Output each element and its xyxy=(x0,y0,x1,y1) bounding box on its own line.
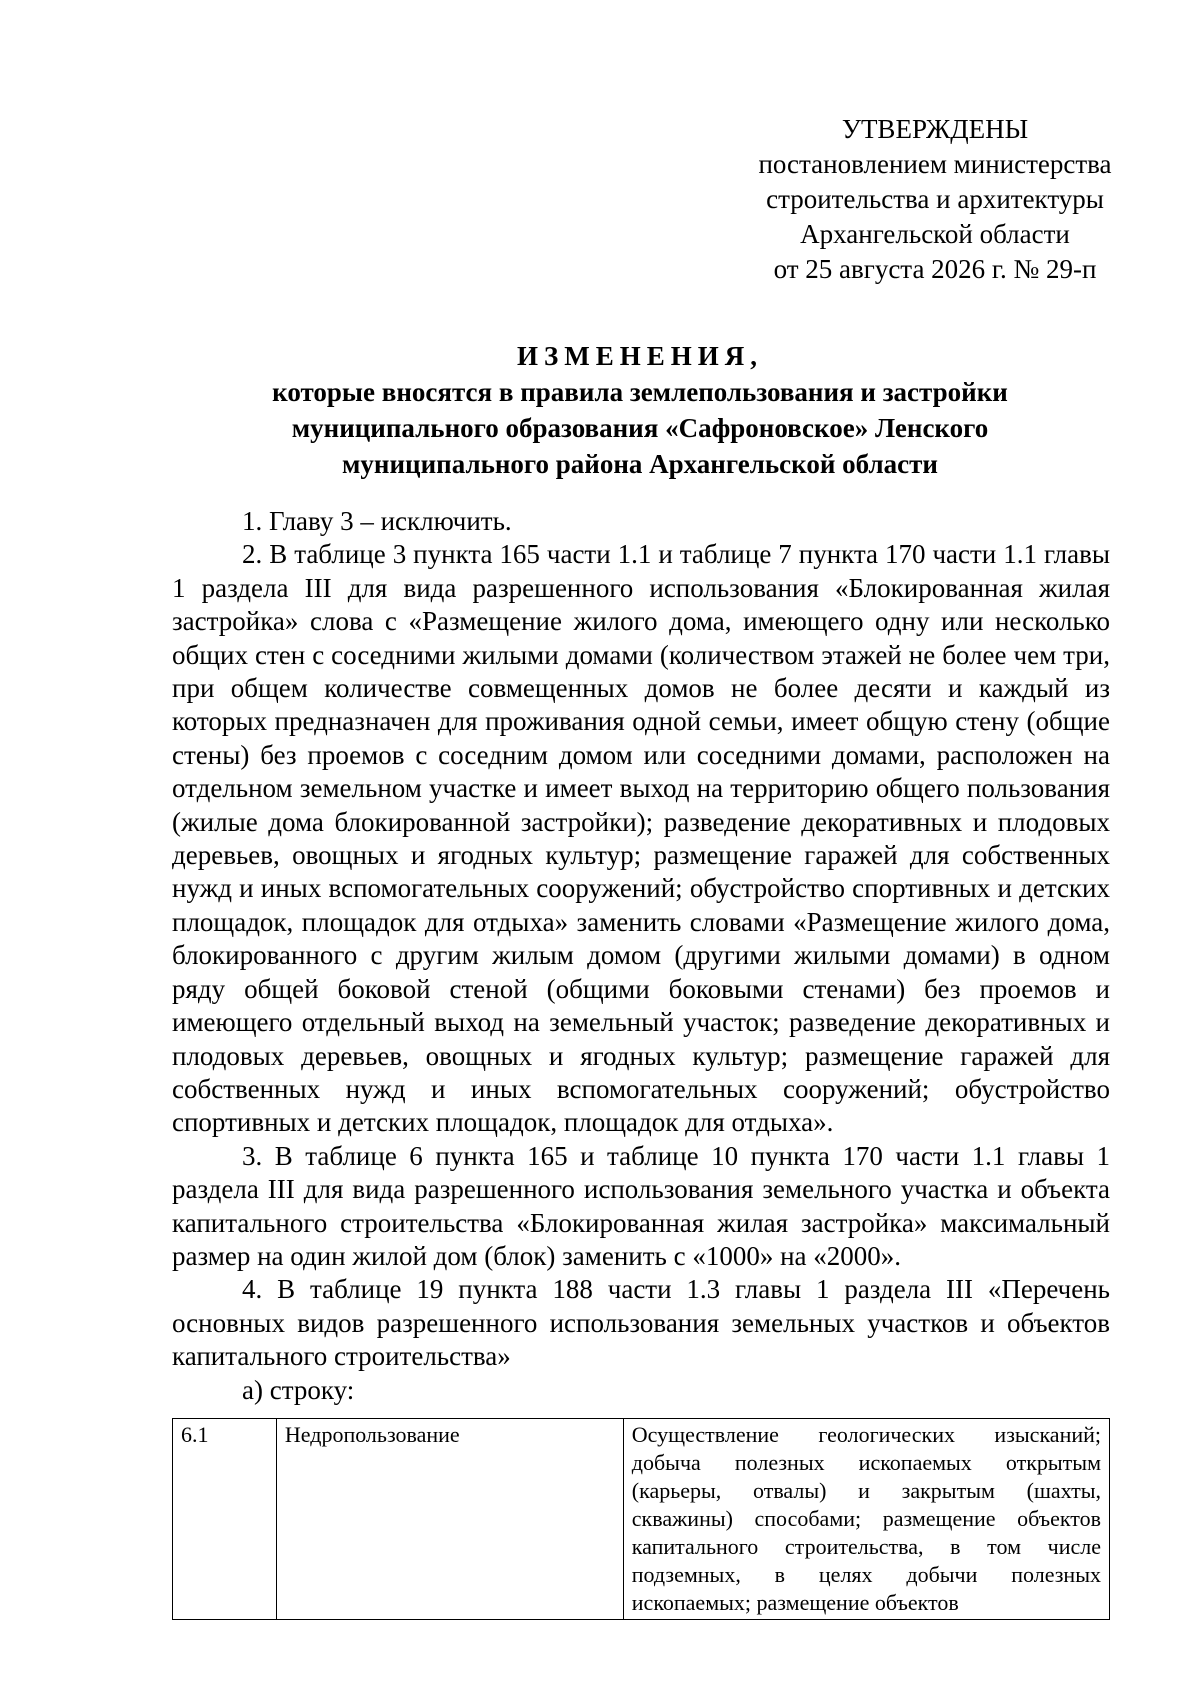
paragraph-2: 2. В таблице 3 пункта 165 части 1.1 и таблице 7 пункта 170 части 1.1 главы 1 раздела III для вида разрешенного использования «Блокированная жилая застройка» слова с «Размещение жилого дома, имеющего одну или несколько общих стен с соседними жилыми домами (количеством этажей не более чем три, при общем количестве совмещенных домов не более десяти и каждый из которых предназначен для проживания одной семьи, имеет общую стену (общие стены) без проемов с соседним домом или соседними домами, расположен на отдельном земельном участке и имеет выход на территорию общего пользования (жилые дома блокированной застройки); разведение декоративных и плодовых деревьев, овощных и ягодных культур; размещение гаражей для собственных нужд и иных вспомогательных сооружений; обустройство спортивных и детских площадок, площадок для отдыха» заменить словами «Размещение жилого дома, блокированного с другим жилым домом (другими жилыми домами) в одном ряду общей боковой стеной (общими боковыми стенами) без проемов и имеющего отдельный выход на земельный участок; разведение декоративных и плодовых деревьев, овощных и ягодных культур; размещение гаражей для собственных нужд и иных вспомогательных сооружений; обустройство спортивных и детских площадок, площадок для отдыха». xyxy=(172,539,1110,1138)
approval-line: Архангельской области xyxy=(800,219,1070,249)
table-cell-description: Осуществление геологических изысканий; добыча полезных ископаемых открытым (карьеры, отвалы) и закрытым (шахты, скважины) способами; размещение объектов капитального строительства, в том числе подземных, в целях добычи полезных ископаемых; размещение объектов xyxy=(623,1419,1109,1620)
title-heading: ИЗМЕНЕНИЯ, xyxy=(516,341,763,371)
amendment-table xyxy=(172,1418,1110,1620)
paragraph-4a: а) строку: xyxy=(242,1374,355,1405)
paragraph-1: 1. Главу 3 – исключить. xyxy=(242,506,512,536)
document-title xyxy=(170,338,1110,482)
paragraph-4: 4. В таблице 19 пункта 188 части 1.3 главы 1 раздела III «Перечень основных видов разрешенного использования земельных участков и объектов капитального строительства» xyxy=(172,1274,1110,1372)
title-line: муниципального образования «Сафроновское» Ленского xyxy=(291,413,989,443)
table-row xyxy=(173,1419,1110,1620)
approval-line: строительства и архитектуры xyxy=(766,184,1104,214)
document-body xyxy=(172,505,1110,1407)
approval-line: УТВЕРЖДЕНЫ xyxy=(841,114,1029,144)
approval-stamp-block xyxy=(745,112,1125,287)
paragraph-3: 3. В таблице 6 пункта 165 и таблице 10 пункта 170 части 1.1 главы 1 раздела III для вида разрешенного использования земельного участка и объекта капитального строительства «Блокированная жилая застройка» максимальный размер на один жилой дом (блок) заменить с «1000» на «2000». xyxy=(172,1140,1110,1271)
approval-line: от 25 августа 2026 г. № 29-п xyxy=(773,254,1097,284)
table-cell-name: Недропользование xyxy=(276,1419,623,1620)
title-line: которые вносятся в правила землепользования и застройки xyxy=(272,377,1008,407)
table-cell-code: 6.1 xyxy=(173,1419,277,1620)
approval-line: постановлением министерства xyxy=(758,149,1112,179)
title-line: муниципального района Архангельской области xyxy=(342,449,938,479)
